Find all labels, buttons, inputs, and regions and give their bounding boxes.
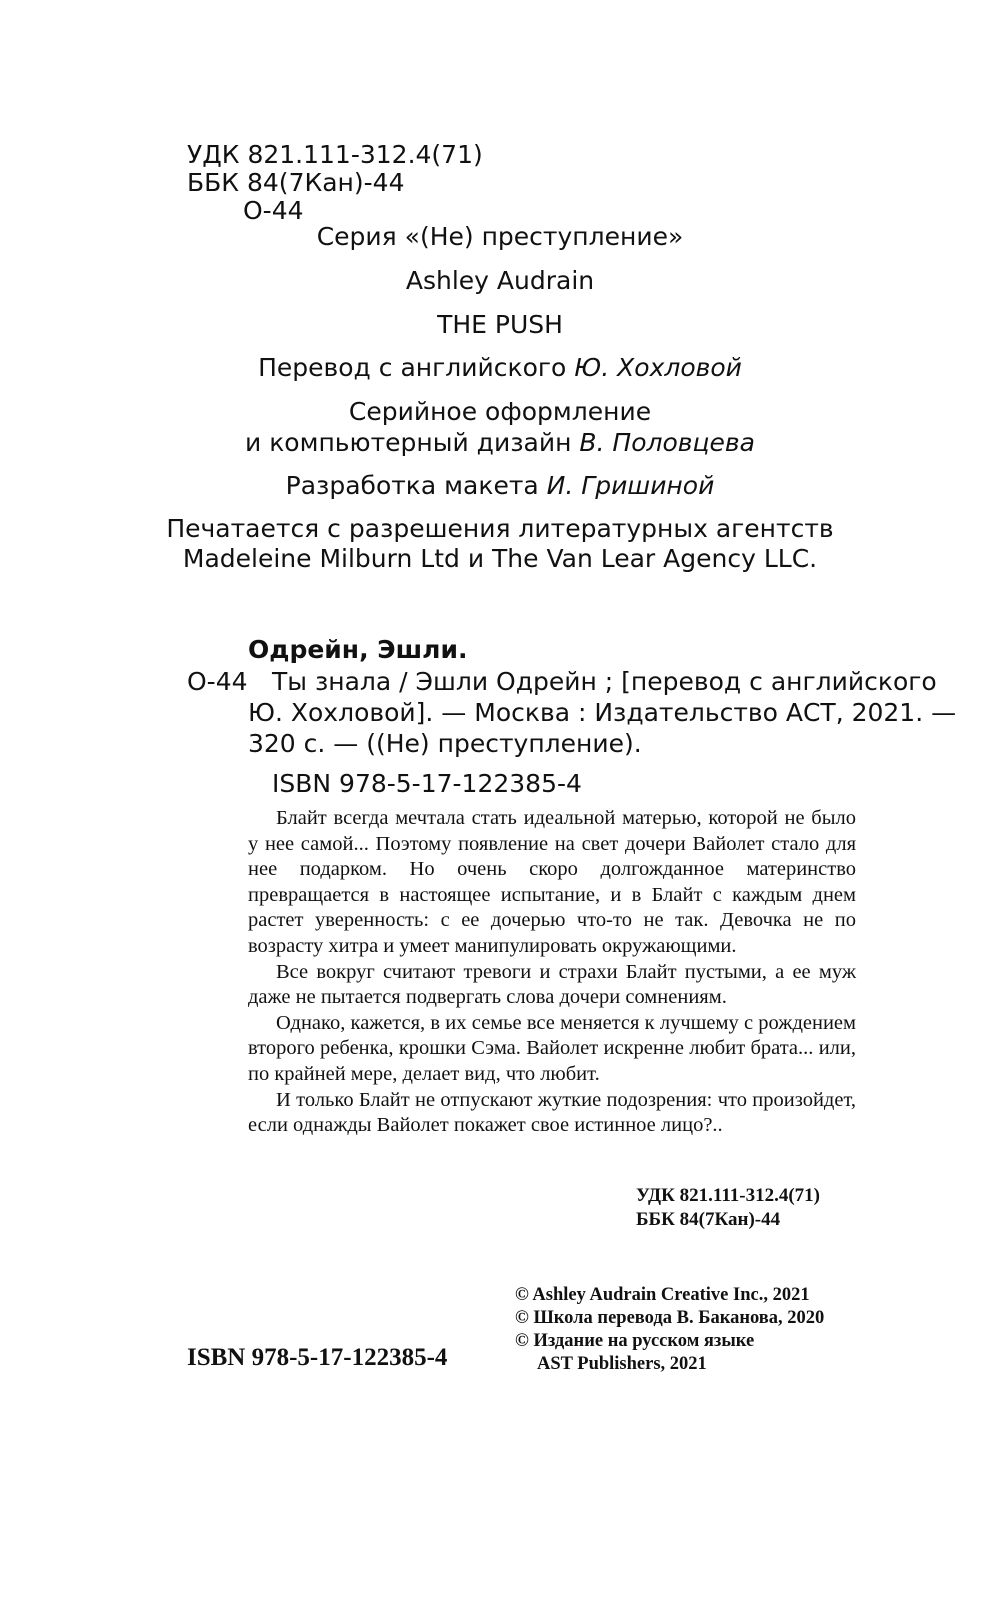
abstract-paragraph: Все вокруг считают тревоги и страхи Блайт пустыми, а ее муж даже не пытается подвергать слова дочери сомнениям. — [248, 960, 856, 1009]
bib-line-3: 320 с. — ((Не) преступление). — [248, 729, 642, 758]
bib-line-2: Ю. Хохловой]. — Москва : Издательство АСТ, 2021. — — [248, 698, 957, 727]
original-author: Ashley Audrain — [405, 266, 595, 295]
design-credit-line2 — [0, 427, 1000, 459]
author-mark: О-44 — [243, 196, 304, 225]
design-credit-line1: Серийное оформление — [348, 397, 652, 426]
copyright-line: AST Publishers, 2021 — [537, 1354, 707, 1374]
bib-isbn: ISBN 978-5-17-122385-4 — [272, 769, 582, 798]
copyright-line: © Школа перевода В. Баканова, 2020 — [515, 1308, 825, 1328]
translation-prefix: Перевод с английского — [258, 353, 575, 382]
bib-heading: Одрейн, Эшли. — [248, 635, 468, 664]
abstract-paragraph: И только Блайт не отпускают жуткие подозрения: что произойдет, если однажды Вайолет покажет свое истинное лицо?.. — [248, 1088, 856, 1137]
classification-bbk: ББК 84(7Кан)-44 — [636, 1209, 781, 1230]
classification-udk: УДК 821.111-312.4(71) — [636, 1185, 821, 1206]
bib-line-1: Ты знала / Эшли Одрейн ; [перевод с английского — [272, 667, 937, 696]
udk-code: УДК 821.111-312.4(71) — [187, 140, 483, 169]
designer-name: В. Половцева — [579, 428, 755, 457]
bbk-code: ББК 84(7Кан)-44 — [187, 168, 405, 197]
bib-author-mark: О-44 — [187, 667, 248, 696]
translation-credit — [0, 352, 1000, 384]
abstract — [248, 806, 856, 1139]
footer-isbn: ISBN 978-5-17-122385-4 — [187, 1344, 448, 1371]
original-title: THE PUSH — [437, 310, 563, 339]
copyright-line: © Ashley Audrain Creative Inc., 2021 — [515, 1285, 810, 1305]
permission-line1: Печатается с разрешения литературных агентств — [166, 514, 834, 543]
layout-author-name: И. Гришиной — [546, 471, 715, 500]
permission-line2: Madeleine Milburn Ltd и The Van Lear Agency LLC. — [182, 544, 818, 573]
abstract-paragraph: Блайт всегда мечтала стать идеальной матерью, которой не было у нее самой... Поэтому появление на свет дочери Вайолет стало для нее подарком. Но очень скоро долгожданное материнство превращается в настоящее испытание, и в Блайт с каждым днем растет уверенность: с ее дочерью что-то не так. Девочка не по возрасту хитра и умеет манипулировать окружающими. — [248, 807, 856, 957]
layout-credit — [0, 470, 1000, 502]
design-prefix: и компьютерный дизайн — [245, 428, 580, 457]
abstract-paragraph: Однако, кажется, в их семье все меняется к лучшему с рождением второго ребенка, крошки Сэма. Вайолет искренне любит брата... или, по крайней мере, делает вид, что любит. — [248, 1011, 856, 1085]
series-line: Серия «(Не) преступление» — [316, 222, 684, 251]
layout-prefix: Разработка макета — [285, 471, 547, 500]
copyright-line: © Издание на русском языке — [515, 1331, 755, 1351]
translator-name: Ю. Хохловой — [574, 353, 742, 382]
